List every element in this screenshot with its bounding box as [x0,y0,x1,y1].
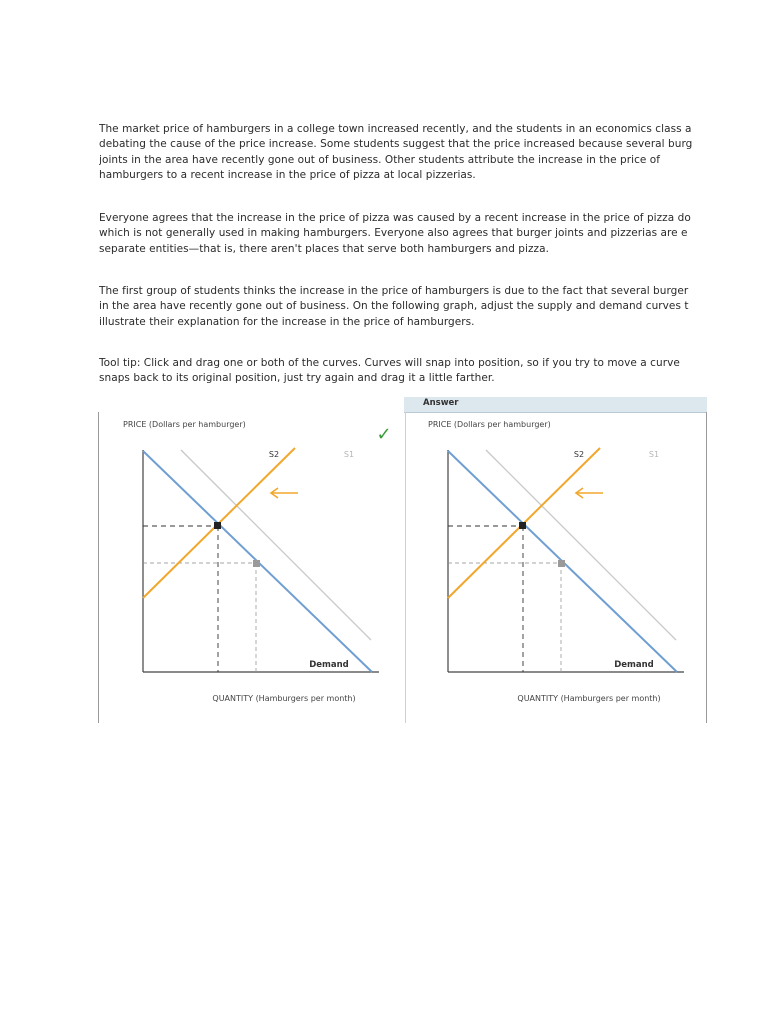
context-paragraph [99,211,708,257]
s2-label: S2 [268,450,280,459]
demand-label: Demand [614,660,654,670]
text-line: debating the cause of the price increase. Some students suggest that the price increased because several burg [99,138,693,151]
student-graph-panel[interactable] [98,412,406,723]
s2-label: S2 [573,450,585,459]
demand-label: Demand [309,660,349,670]
supply-curve-s1 [486,450,676,640]
text-line: in the area have recently gone out of business. On the following graph, adjust the supply and demand curves t [99,300,689,313]
old-equilibrium-point [558,560,565,567]
text-line: The market price of hamburgers in a college town increased recently, and the students in an economics class a [99,123,692,135]
instruction-paragraph [99,284,708,330]
new-equilibrium-point [214,522,221,529]
s1-label: S1 [648,450,660,459]
x-axis-label: QUANTITY (Hamburgers per month) [517,694,661,703]
text-line: Tool tip: Click and drag one or both of the curves. Curves will snap into position, so if you try to move a curve [99,357,680,369]
text-line: joints in the area have recently gone out of business. Other students attribute the increase in the price of [99,153,661,166]
supply-curve-s1 [181,450,371,640]
answer-header-label: Answer [423,398,459,408]
text-line: illustrate their explanation for the increase in the price of hamburgers. [99,315,475,328]
old-equilibrium-point [253,560,260,567]
new-equilibrium-point [519,522,526,529]
text-line: separate entities—that is, there aren't places that serve both hamburgers and pizza. [99,242,549,255]
text-line: hamburgers to a recent increase in the price of pizza at local pizzerias. [99,168,476,181]
text-line: snaps back to its original position, just try again and drag it a little farther. [99,372,495,385]
intro-paragraph [99,122,708,183]
tooltip-paragraph [99,356,708,387]
answer-header [404,397,707,413]
y-axis-label: PRICE (Dollars per hamburger) [123,420,246,429]
supply-demand-graph [99,412,405,723]
x-axis-label: QUANTITY (Hamburgers per month) [212,694,356,703]
s1-label: S1 [343,450,355,459]
supply-demand-graph [404,412,706,723]
check-icon: ✓ [376,424,392,445]
y-axis-label: PRICE (Dollars per hamburger) [428,420,551,429]
answer-graph-panel [404,412,707,723]
text-line: Everyone agrees that the increase in the price of pizza was caused by a recent increase in the price of pizza do [99,212,691,224]
text-line: The first group of students thinks the increase in the price of hamburgers is due to the fact that several burger [99,285,689,297]
text-line: which is not generally used in making hamburgers. Everyone also agrees that burger joints and pizzerias are e [99,227,688,240]
